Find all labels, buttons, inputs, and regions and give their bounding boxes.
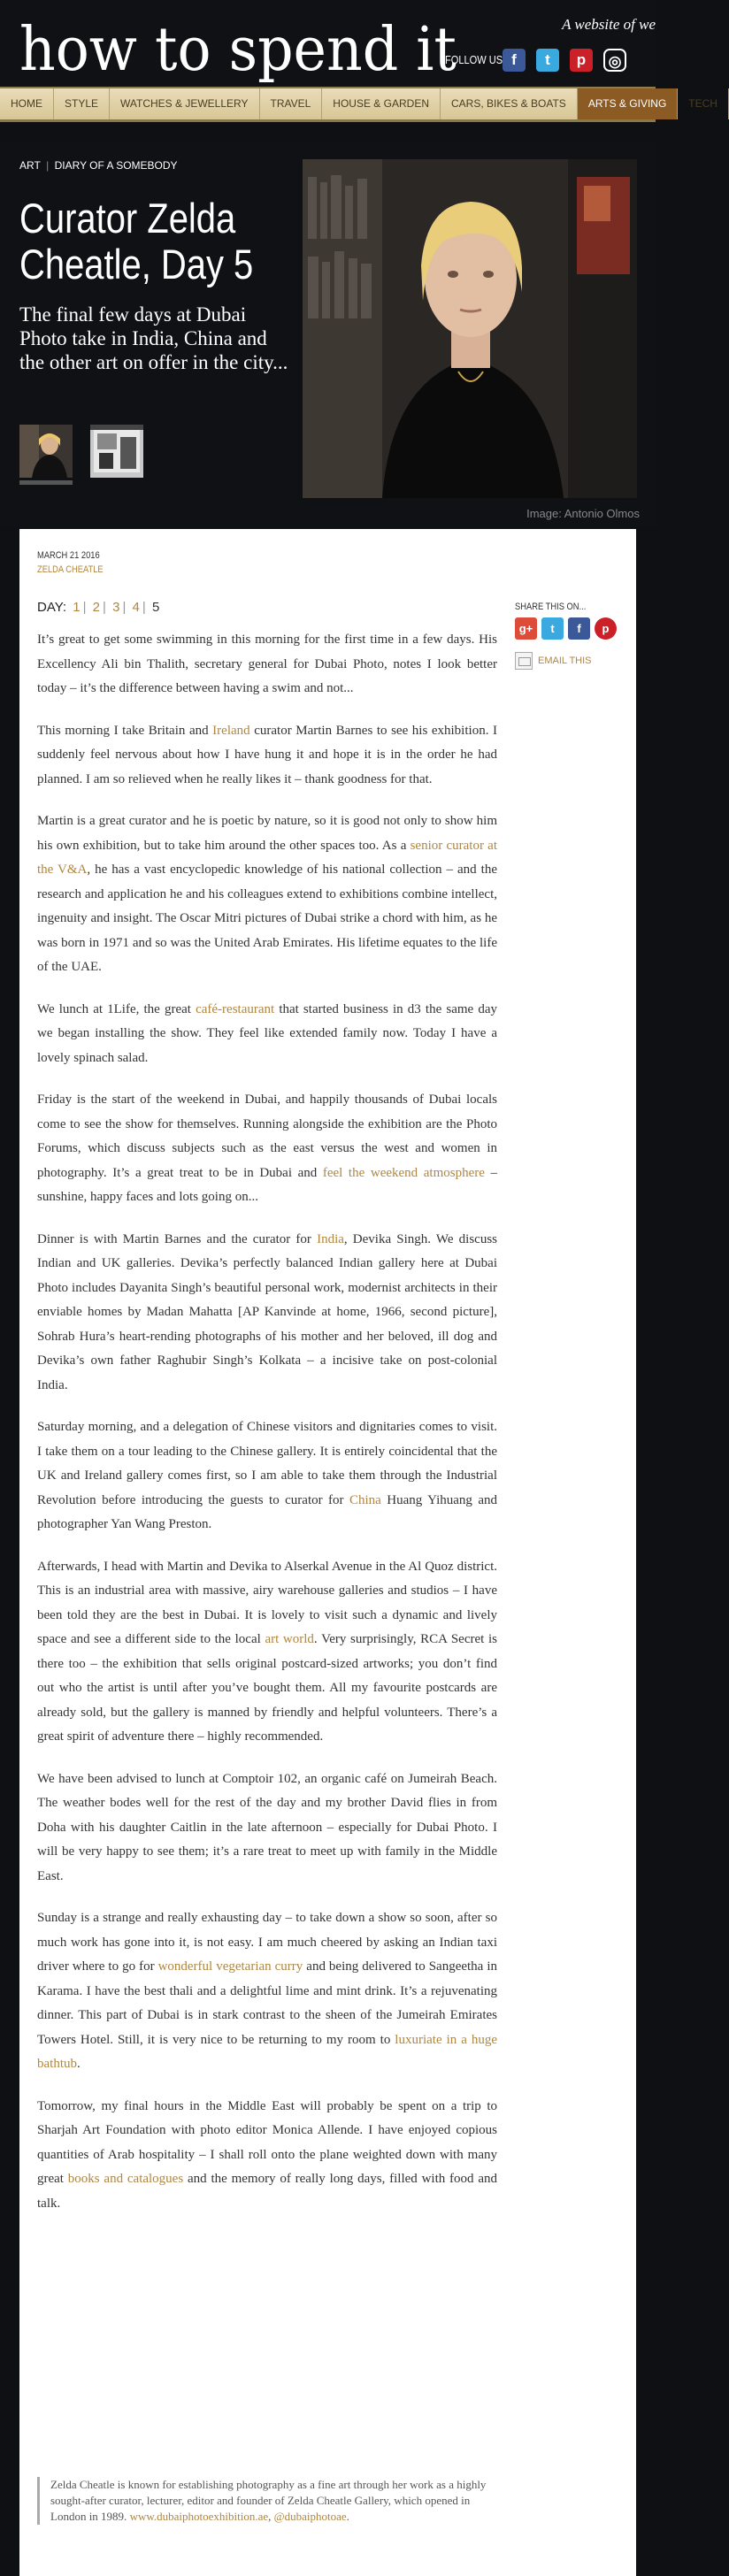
twitter-share-icon[interactable]: t <box>541 617 564 640</box>
paragraph <box>37 1415 497 1537</box>
email-this-label: EMAIL THIS <box>538 655 592 666</box>
text-run: Friday is the start of the weekend in Dubai, and happily thousands of Dubai locals come to see the show for themselves. Running alongside the exhibition are the Photo Forums, which discuss subjects such as the east versus the west and women in photography. It’s a great treat to be in Dubai and <box>37 1092 497 1180</box>
site-tagline: A website of we <box>562 16 656 33</box>
article-date: MARCH 21 2016 <box>37 550 100 561</box>
breadcrumb: ART | DIARY OF A SOMEBODY <box>19 159 178 172</box>
text-run: It’s great to get some swimming in this morning for the first time in a few days. His Excellency Ali bin Thalith, secretary general for Dubai Photo, notes I look better today – it’s the difference between having a swim and not... <box>37 632 497 695</box>
share-label: SHARE THIS ON... <box>515 602 587 612</box>
paragraph <box>37 1088 497 1210</box>
text-run: Afterwards, I head with Martin and Devika to Alserkal Avenue in the Al Quoz district. This is an industrial area with massive, airy warehouse galleries and studios – I have been told they are the best in Dubai. It is lovely to visit such a dynamic and lively space and see a different side to the local <box>37 1559 497 1646</box>
facebook-icon[interactable]: f <box>503 49 526 72</box>
text-run: that started business in d3 the same day we began installing the show. They feel like extended family now. Today I have a lovely spinach salad. <box>37 1001 497 1065</box>
inline-link[interactable]: @dubaiphotoae <box>273 2510 347 2523</box>
day-link-4[interactable]: 4 <box>132 600 140 615</box>
pinterest-icon[interactable]: p <box>570 49 593 72</box>
day-link-2[interactable]: 2 <box>92 600 101 615</box>
inline-link[interactable]: wonderful vegetarian curry <box>157 1959 303 1974</box>
text-run: This morning I take Britain and <box>37 723 213 738</box>
main-nav <box>0 87 717 122</box>
text-run: Saturday morning, and a delegation of Chinese visitors and dignitaries comes to visit. I take them on a tour leading to the Chinese gallery. It is entirely coincidental that the UK and Ireland gallery comes first, so I am able to take them through the Industrial Revolution before introducing the guests to curator for <box>37 1420 497 1507</box>
day-current-5: 5 <box>151 600 160 615</box>
googleplus-share-icon[interactable]: g+ <box>515 617 537 640</box>
inline-link[interactable]: www.dubaiphotoexhibition.ae <box>129 2510 269 2523</box>
hero-image <box>303 159 637 498</box>
breadcrumb-art[interactable]: ART <box>19 159 41 172</box>
share-panel <box>515 602 639 670</box>
twitter-icon[interactable]: t <box>536 49 559 72</box>
paragraph <box>37 1767 497 1890</box>
inline-link[interactable]: feel the weekend atmosphere <box>322 1165 485 1180</box>
inline-link[interactable]: senior curator at the V&A <box>37 838 497 877</box>
text-run: curator Martin Barnes to see his exhibition. I suddenly feel nervous about how I have hung it and hope it is in the order he had planned. I am so relieved when he really likes it – thank goodness for that. <box>37 723 497 786</box>
text-run: , Devika Singh. We discuss Indian and UK galleries. Devika’s perfectly balanced Indian gallery here at Dubai Photo includes Dayanita Singh’s beautiful personal work, modernist architects in their enviable homes by Madan Mahatta [AP Kanvinde at home, 1966, second picture], Sohrab Hura’s heart-rending photographs of his mother and her beloved, ill dog and Devika’s own father Raghubir Singh’s Kolkata – a incisive take on post-colonial India. <box>37 1231 497 1392</box>
page-title: Curator Zelda Cheatle, Day 5 <box>19 195 254 288</box>
pinterest-share-icon[interactable]: p <box>595 617 617 640</box>
text-run: , <box>268 2510 274 2523</box>
nav-item-0[interactable]: HOME <box>0 88 54 119</box>
text-run: – sunshine, happy faces and lots going on... <box>37 1165 498 1204</box>
paragraph <box>37 998 497 1071</box>
nav-item-2[interactable]: WATCHES & JEWELLERY <box>110 88 259 119</box>
text-run: and the memory of really long days, filled with food and talk. <box>37 2172 497 2211</box>
breadcrumb-diary[interactable]: DIARY OF A SOMEBODY <box>54 159 178 172</box>
day-label: DAY: <box>37 600 67 615</box>
nav-item-6[interactable]: ARTS & GIVING <box>578 88 678 119</box>
email-icon <box>515 652 533 670</box>
text-run: . <box>346 2510 349 2523</box>
text-run: , he has a vast encyclopedic knowledge of his national collection – and the research and application he and his colleagues extend to exhibitions combine intellect, ingenuity and insight. The Oscar Mitri pictures of Dubai strike a chord with him, as he was born in 1971 and so was the United Arab Emirates. His lifetime equates to the life of the UAE. <box>37 862 497 974</box>
paragraph <box>37 628 497 702</box>
inline-link[interactable]: luxuriate in a huge bathtub <box>37 2032 497 2071</box>
instagram-icon[interactable]: ◎ <box>603 49 626 72</box>
article-author[interactable]: ZELDA CHEATLE <box>37 564 104 575</box>
text-run: and being delivered to Sangeetha in Karama. I have the best thali and a delightful lime and mint drink. It’s a rejuvenating dinner. This part of Dubai is in stark contrast to the sheen of the Jumeirah Emirates Towers Hotel. Still, it is very nice to be returning to my room to <box>37 1959 497 2047</box>
text-run: We have been advised to lunch at Comptoir 102, an organic café on Jumeirah Beach. The weather bodes well for the rest of the day and my brother David flies in from Doha with his daughter Caitlin in the late afternoon – especially for Dubai Photo. I will be very happy to see them; it’s a rare treat to meet up with family in the Middle East. <box>37 1771 497 1883</box>
inline-link[interactable]: books and catalogues <box>67 2172 184 2186</box>
paragraph <box>37 719 497 793</box>
inline-link[interactable]: art world <box>265 1632 314 1646</box>
standfirst: The final few days at Dubai Photo take in India, China and the other art on offer in the city... <box>19 303 288 373</box>
inline-link[interactable]: café-restaurant <box>196 1001 275 1016</box>
author-bio <box>37 2477 497 2525</box>
gallery-thumbnail-1[interactable] <box>19 425 73 478</box>
article-text <box>37 628 497 2234</box>
day-link-1[interactable]: 1 <box>73 600 81 615</box>
text-run: Tomorrow, my final hours in the Middle East will probably be spent on a trip to Sharjah Art Foundation with photo editor Monica Allende. I have enjoyed copious quantities of Arab hospitality – I shall roll onto the plane weighted down with many great <box>37 2098 497 2186</box>
text-run: We lunch at 1Life, the great <box>37 1001 196 1016</box>
gallery-thumbnail-2[interactable] <box>90 425 143 478</box>
paragraph <box>37 1906 497 2077</box>
nav-item-1[interactable]: STYLE <box>54 88 110 119</box>
text-run: Dinner is with Martin Barnes and the curator for <box>37 1231 318 1246</box>
text-run: Martin is a great curator and he is poetic by nature, so it is good not only to show him his own exhibition, but to take him around the other spaces too. As a <box>37 814 497 853</box>
inline-link[interactable]: India <box>317 1231 344 1246</box>
text-run: Sunday is a strange and really exhausting day – to take down a show so soon, after so much work has gone into it, is not easy. I am much cheered by asking an Indian taxi driver where to go for <box>37 1911 497 1974</box>
text-run: Huang Yihuang and photographer Yan Wang Preston. <box>37 1492 497 1531</box>
inline-link[interactable]: China <box>349 1492 381 1507</box>
paragraph <box>37 2095 497 2217</box>
text-run: . <box>77 2057 81 2071</box>
paragraph <box>37 1555 497 1750</box>
gallery-thumbnail-indicator <box>19 480 73 485</box>
image-credit: Image: Antonio Olmos <box>526 507 640 520</box>
inline-link[interactable]: Ireland <box>212 723 250 738</box>
text-run: Zelda Cheatle is known for establishing photography as a fine art through her work as a highly sought-after curator, lecturer, editor and founder of Zelda Cheatle Gallery, which opened in London in 1989. <box>50 2478 487 2523</box>
day-selector: DAY: 1 | 2 | 3 | 4 | 5 <box>37 600 160 615</box>
site-header <box>0 0 656 87</box>
nav-item-7[interactable]: TECH <box>678 88 729 119</box>
site-logo[interactable]: how to spend it <box>19 15 457 85</box>
day-link-3[interactable]: 3 <box>112 600 120 615</box>
follow-us-label: FOLLOW US <box>445 53 503 66</box>
nav-item-3[interactable]: TRAVEL <box>260 88 323 119</box>
text-run: . Very surprisingly, RCA Secret is there too – the exhibition that sells original postcard-sized artworks; you don’t find out who the artist is until after you’ve bought them. All my favourite postcards are already sold, but the gallery is manned by friendly and helpful volunteers. There’s a great spirit of adventure there – highly recommended. <box>37 1632 497 1744</box>
facebook-share-icon[interactable]: f <box>568 617 590 640</box>
email-this-link[interactable] <box>515 652 639 670</box>
nav-item-4[interactable]: HOUSE & GARDEN <box>322 88 441 119</box>
nav-item-5[interactable]: CARS, BIKES & BOATS <box>441 88 578 119</box>
paragraph <box>37 1228 497 1399</box>
paragraph <box>37 809 497 980</box>
